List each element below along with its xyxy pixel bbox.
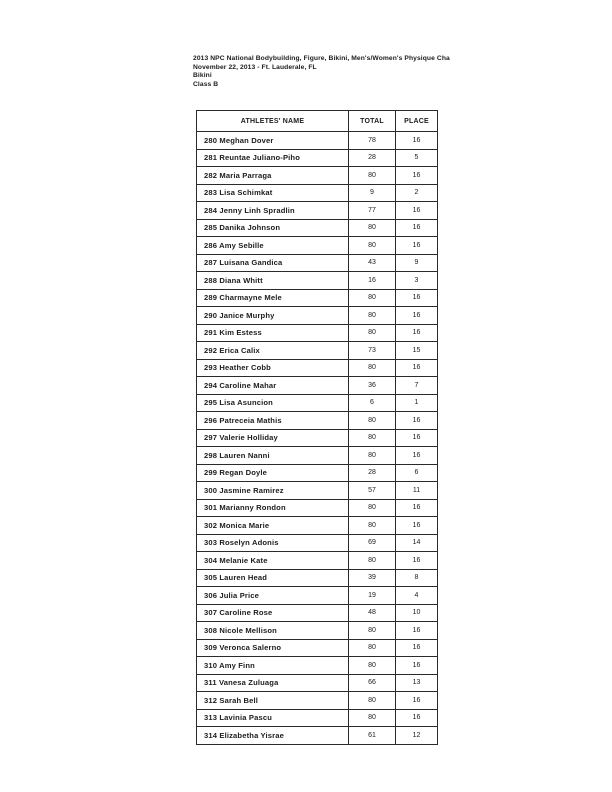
place-cell: 16	[396, 429, 438, 447]
table-row	[197, 552, 438, 570]
event-date-location: November 22, 2013 - Ft. Lauderale, FL	[193, 63, 317, 71]
total-cell: 80	[349, 622, 396, 640]
place-cell: 9	[396, 254, 438, 272]
place-cell: 16	[396, 639, 438, 657]
table-row	[197, 342, 438, 360]
table-row	[197, 429, 438, 447]
athlete-name-cell: 287 Luisana Gandica	[197, 254, 349, 272]
place-cell: 3	[396, 272, 438, 290]
place-cell: 16	[396, 237, 438, 255]
table-row	[197, 604, 438, 622]
total-cell: 57	[349, 482, 396, 500]
total-cell: 43	[349, 254, 396, 272]
athlete-name-cell: 298 Lauren Nanni	[197, 447, 349, 465]
total-cell: 80	[349, 499, 396, 517]
athlete-name-cell: 292 Erica Calix	[197, 342, 349, 360]
table-row	[197, 359, 438, 377]
athlete-name-cell: 307 Caroline Rose	[197, 604, 349, 622]
table-row	[197, 709, 438, 727]
place-cell: 14	[396, 534, 438, 552]
total-cell: 80	[349, 237, 396, 255]
division-label: Bikini	[193, 72, 212, 80]
table-row	[197, 482, 438, 500]
table-row	[197, 289, 438, 307]
column-header-total: TOTAL	[349, 111, 396, 132]
place-cell: 13	[396, 674, 438, 692]
place-cell: 1	[396, 394, 438, 412]
table-row	[197, 132, 438, 150]
table-row	[197, 149, 438, 167]
athlete-name-cell: 301 Marianny Rondon	[197, 499, 349, 517]
athlete-name-cell: 312 Sarah Bell	[197, 692, 349, 710]
results-table-header	[197, 111, 438, 132]
athlete-name-cell: 291 Kim Estess	[197, 324, 349, 342]
total-cell: 9	[349, 184, 396, 202]
table-row	[197, 324, 438, 342]
athlete-name-cell: 293 Heather Cobb	[197, 359, 349, 377]
table-row	[197, 464, 438, 482]
table-row	[197, 254, 438, 272]
place-cell: 16	[396, 132, 438, 150]
table-row	[197, 674, 438, 692]
place-cell: 15	[396, 342, 438, 360]
athlete-name-cell: 313 Lavinia Pascu	[197, 709, 349, 727]
table-row	[197, 639, 438, 657]
total-cell: 66	[349, 674, 396, 692]
table-row	[197, 237, 438, 255]
table-row	[197, 377, 438, 395]
place-cell: 12	[396, 727, 438, 745]
athlete-name-cell: 304 Melanie Kate	[197, 552, 349, 570]
place-cell: 16	[396, 202, 438, 220]
athlete-name-cell: 286 Amy Sebille	[197, 237, 349, 255]
athlete-name-cell: 282 Maria Parraga	[197, 167, 349, 185]
total-cell: 80	[349, 692, 396, 710]
athlete-name-cell: 309 Veronca Salerno	[197, 639, 349, 657]
athlete-name-cell: 308 Nicole Mellison	[197, 622, 349, 640]
place-cell: 2	[396, 184, 438, 202]
total-cell: 80	[349, 324, 396, 342]
table-row	[197, 394, 438, 412]
place-cell: 16	[396, 412, 438, 430]
document-header	[193, 55, 450, 90]
athlete-name-cell: 305 Lauren Head	[197, 569, 349, 587]
athlete-name-cell: 289 Charmayne Mele	[197, 289, 349, 307]
table-row	[197, 499, 438, 517]
column-header-athletes-name: ATHLETES' NAME	[197, 111, 349, 132]
total-cell: 19	[349, 587, 396, 605]
athlete-name-cell: 311 Vanesa Zuluaga	[197, 674, 349, 692]
place-cell: 16	[396, 657, 438, 675]
athlete-name-cell: 283 Lisa Schimkat	[197, 184, 349, 202]
total-cell: 61	[349, 727, 396, 745]
athlete-name-cell: 290 Janice Murphy	[197, 307, 349, 325]
total-cell: 80	[349, 307, 396, 325]
place-cell: 16	[396, 622, 438, 640]
place-cell: 7	[396, 377, 438, 395]
athlete-name-cell: 300 Jasmine Ramirez	[197, 482, 349, 500]
table-row	[197, 307, 438, 325]
place-cell: 10	[396, 604, 438, 622]
athlete-name-cell: 303 Roselyn Adonis	[197, 534, 349, 552]
athlete-name-cell: 296 Patreceia Mathis	[197, 412, 349, 430]
total-cell: 78	[349, 132, 396, 150]
place-cell: 16	[396, 324, 438, 342]
table-row	[197, 219, 438, 237]
total-cell: 80	[349, 709, 396, 727]
total-cell: 73	[349, 342, 396, 360]
table-row	[197, 657, 438, 675]
total-cell: 80	[349, 517, 396, 535]
table-row	[197, 517, 438, 535]
place-cell: 4	[396, 587, 438, 605]
athlete-name-cell: 302 Monica Marie	[197, 517, 349, 535]
place-cell: 16	[396, 517, 438, 535]
place-cell: 16	[396, 307, 438, 325]
table-row	[197, 202, 438, 220]
table-row	[197, 622, 438, 640]
place-cell: 16	[396, 359, 438, 377]
place-cell: 8	[396, 569, 438, 587]
place-cell: 6	[396, 464, 438, 482]
table-row	[197, 272, 438, 290]
total-cell: 6	[349, 394, 396, 412]
table-row	[197, 534, 438, 552]
place-cell: 16	[396, 219, 438, 237]
total-cell: 80	[349, 429, 396, 447]
total-cell: 80	[349, 412, 396, 430]
total-cell: 80	[349, 639, 396, 657]
place-cell: 5	[396, 149, 438, 167]
athlete-name-cell: 295 Lisa Asuncion	[197, 394, 349, 412]
athlete-name-cell: 280 Meghan Dover	[197, 132, 349, 150]
place-cell: 16	[396, 692, 438, 710]
table-row	[197, 569, 438, 587]
total-cell: 80	[349, 167, 396, 185]
place-cell: 16	[396, 499, 438, 517]
table-row	[197, 692, 438, 710]
total-cell: 80	[349, 359, 396, 377]
total-cell: 80	[349, 447, 396, 465]
total-cell: 80	[349, 219, 396, 237]
table-row	[197, 727, 438, 745]
table-row	[197, 167, 438, 185]
place-cell: 16	[396, 552, 438, 570]
place-cell: 16	[396, 289, 438, 307]
total-cell: 28	[349, 464, 396, 482]
column-header-place: PLACE	[396, 111, 438, 132]
total-cell: 77	[349, 202, 396, 220]
athlete-name-cell: 306 Julia Price	[197, 587, 349, 605]
athlete-name-cell: 314 Elizabetha Yisrae	[197, 727, 349, 745]
place-cell: 16	[396, 709, 438, 727]
table-row	[197, 587, 438, 605]
total-cell: 69	[349, 534, 396, 552]
athlete-name-cell: 285 Danika Johnson	[197, 219, 349, 237]
athlete-name-cell: 284 Jenny Linh Spradlin	[197, 202, 349, 220]
total-cell: 80	[349, 289, 396, 307]
athlete-name-cell: 288 Diana Whitt	[197, 272, 349, 290]
header-row	[197, 111, 438, 132]
athlete-name-cell: 310 Amy Finn	[197, 657, 349, 675]
table-row	[197, 184, 438, 202]
table-row	[197, 447, 438, 465]
athlete-name-cell: 281 Reuntae Juliano-Piho	[197, 149, 349, 167]
class-label: Class B	[193, 81, 219, 89]
total-cell: 39	[349, 569, 396, 587]
total-cell: 80	[349, 657, 396, 675]
total-cell: 16	[349, 272, 396, 290]
total-cell: 28	[349, 149, 396, 167]
total-cell: 80	[349, 552, 396, 570]
total-cell: 48	[349, 604, 396, 622]
total-cell: 36	[349, 377, 396, 395]
place-cell: 16	[396, 447, 438, 465]
athlete-name-cell: 297 Valerie Holliday	[197, 429, 349, 447]
results-table-body	[197, 132, 438, 745]
results-table	[196, 110, 438, 745]
athlete-name-cell: 294 Caroline Mahar	[197, 377, 349, 395]
place-cell: 11	[396, 482, 438, 500]
event-title: 2013 NPC National Bodybuilding, Figure, Bikini, Men's/Women's Physique Cha	[193, 55, 450, 62]
table-row	[197, 412, 438, 430]
athlete-name-cell: 299 Regan Doyle	[197, 464, 349, 482]
place-cell: 16	[396, 167, 438, 185]
